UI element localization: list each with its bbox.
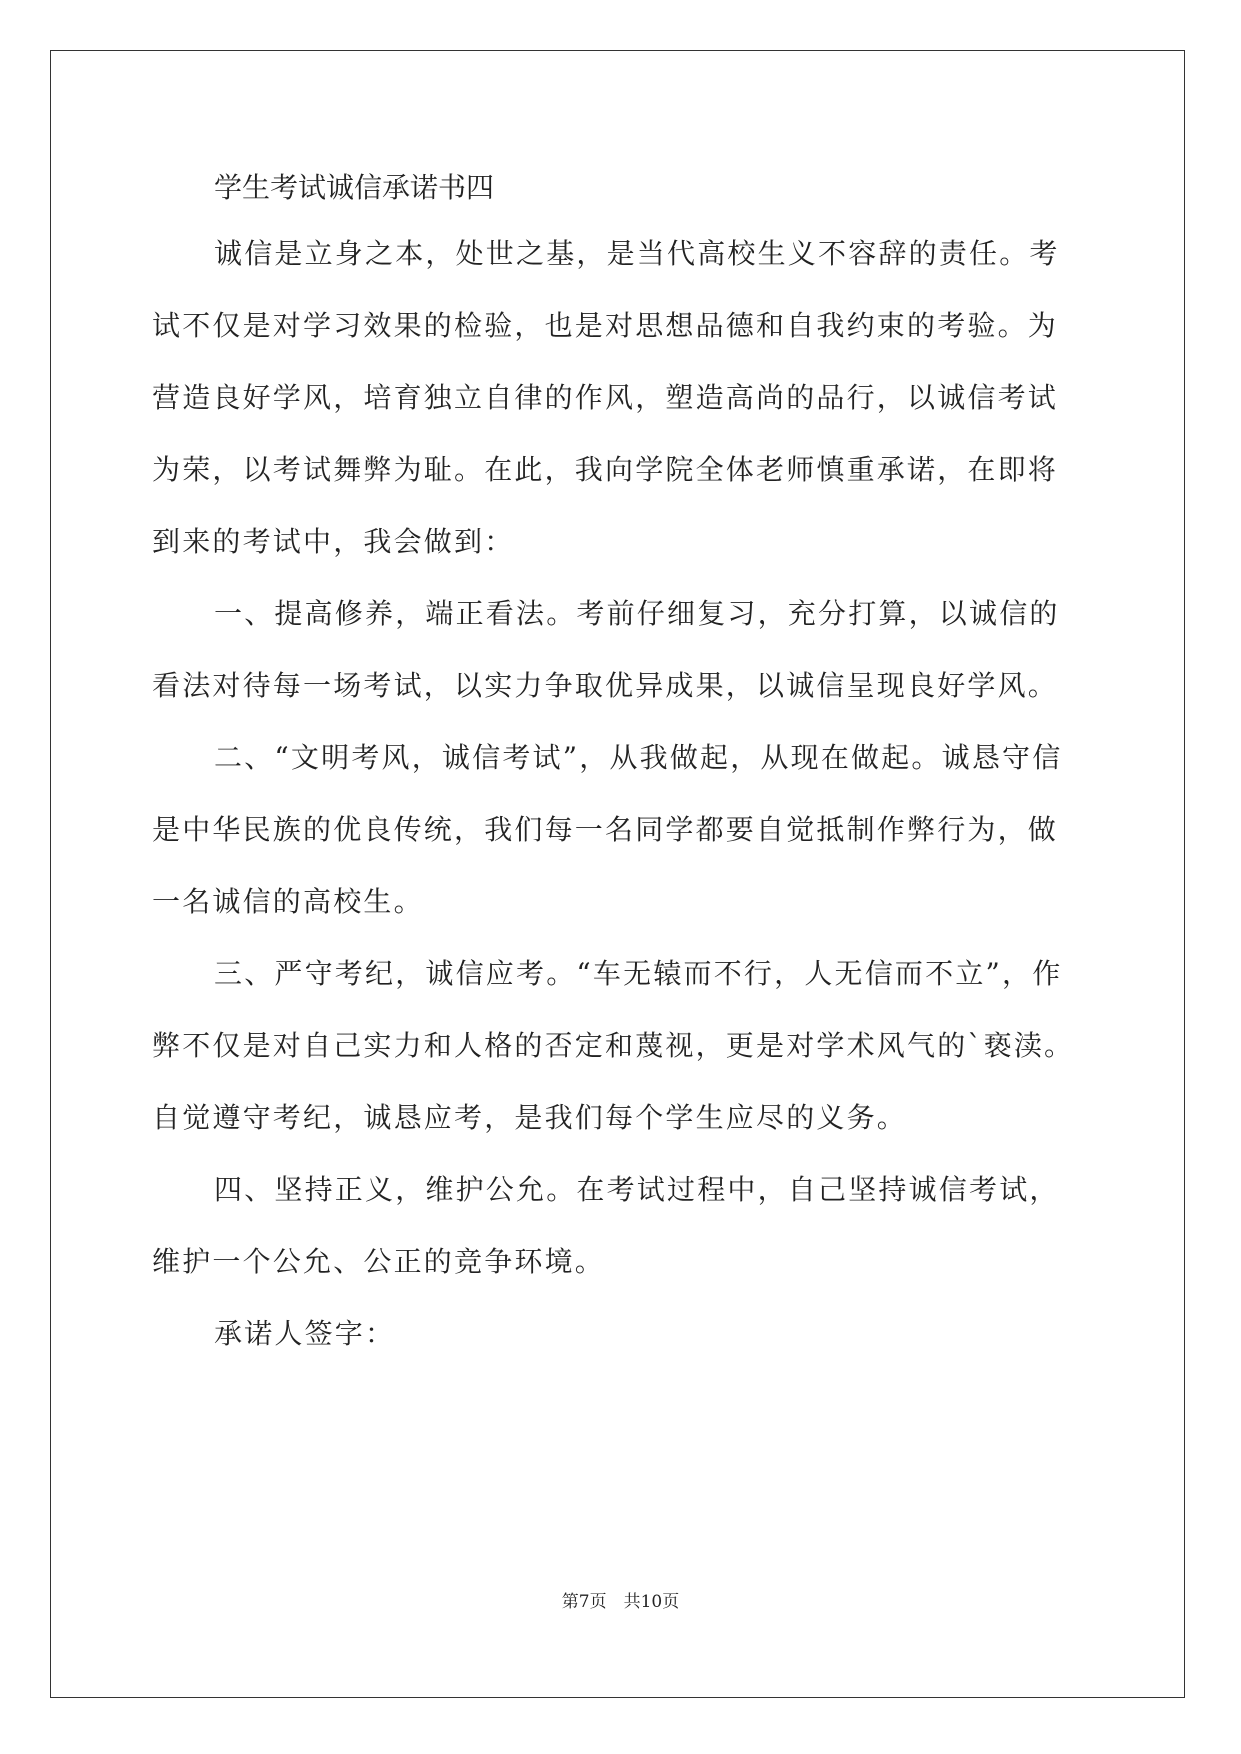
body-line-11: 三、严守考纪，诚信应考。“车无辕而不行，人无信而不立”，作: [214, 957, 1063, 990]
body-line-2: 试不仅是对学习效果的检验，也是对思想品德和自我约束的考验。为: [152, 309, 1059, 342]
body-line-9: 是中华民族的优良传统，我们每一名同学都要自觉抵制作弊行为，做: [152, 813, 1059, 846]
page-number-footer: 第7页 共10页: [561, 1592, 680, 1612]
body-line-7: 看法对待每一场考试，以实力争取优异成果，以诚信呈现良好学风。: [152, 669, 1059, 702]
body-line-4: 为荣，以考试舞弊为耻。在此，我向学院全体老师慎重承诺，在即将: [152, 453, 1059, 486]
body-line-14: 四、坚持正义，维护公允。在考试过程中，自己坚持诚信考试，: [214, 1173, 1060, 1206]
body-line-15: 维护一个公允、公正的竞争环境。: [152, 1245, 606, 1278]
body-line-6: 一、提高修养，端正看法。考前仔细复习，充分打算，以诚信的: [214, 597, 1060, 630]
body-line-8: 二、“文明考风，诚信考试”，从我做起，从现在做起。诚恳守信: [214, 741, 1063, 774]
page-border: [50, 50, 1185, 1698]
signature-label: 承诺人签字：: [214, 1317, 396, 1350]
body-line-5: 到来的考试中，我会做到：: [152, 525, 515, 558]
body-line-13: 自觉遵守考纪，诚恳应考，是我们每个学生应尽的义务。: [152, 1101, 908, 1134]
body-line-10: 一名诚信的高校生。: [152, 885, 424, 918]
body-line-3: 营造良好学风，培育独立自律的作风，塑造高尚的品行，以诚信考试: [152, 381, 1059, 414]
document-title: 学生考试诚信承诺书四: [214, 171, 495, 204]
body-line-1: 诚信是立身之本，处世之基，是当代高校生义不容辞的责任。考: [214, 237, 1060, 270]
body-line-12: 弊不仅是对自己实力和人格的否定和蔑视，更是对学术风气的`亵渎。: [152, 1029, 1075, 1062]
